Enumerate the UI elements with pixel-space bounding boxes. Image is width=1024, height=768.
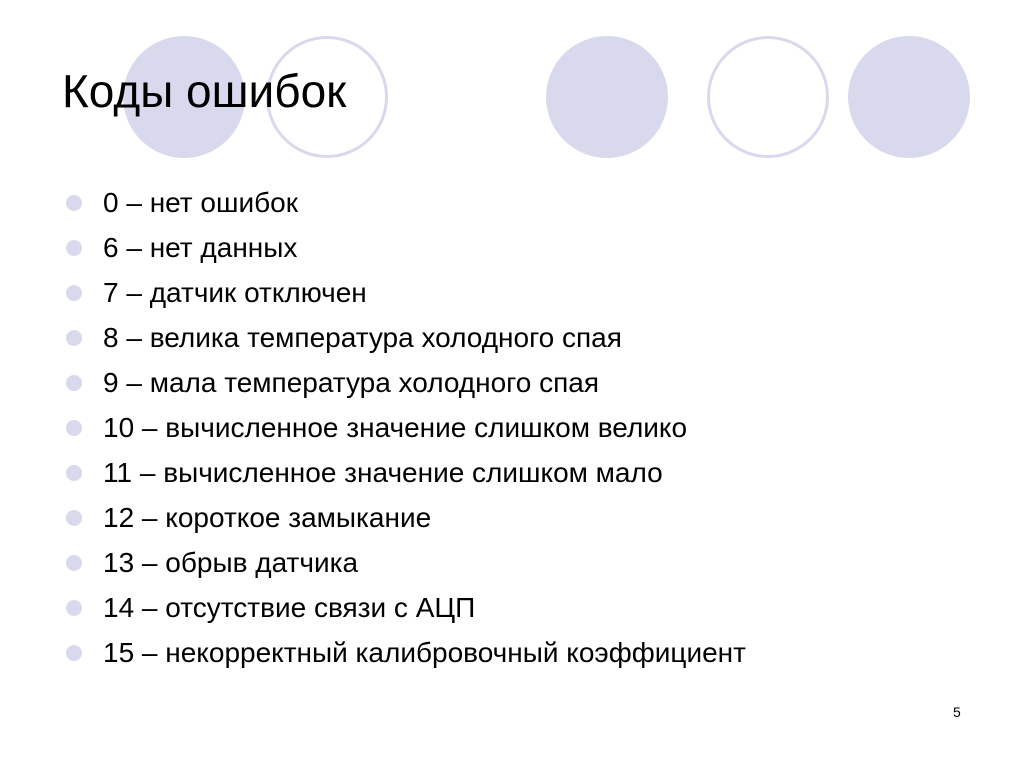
list-item-text: 11 – вычисленное значение слишком мало <box>103 457 663 488</box>
bullet-icon <box>66 195 82 211</box>
error-code-list <box>66 180 746 675</box>
list-item <box>66 270 746 315</box>
bullet-icon <box>66 330 82 346</box>
page-number: 5 <box>953 704 961 720</box>
list-item-text: 15 – некорректный калибровочный коэффициент <box>103 637 746 668</box>
list-item-text: 14 – отсутствие связи с АЦП <box>103 592 476 623</box>
list-item-text: 13 – обрыв датчика <box>103 547 359 578</box>
bullet-icon <box>66 285 82 301</box>
list-item-text: 9 – мала температура холодного спая <box>103 367 600 398</box>
bullet-icon <box>66 465 82 481</box>
list-item-text: 12 – короткое замыкание <box>103 502 432 533</box>
bullet-icon <box>66 240 82 256</box>
list-item-text: 0 – нет ошибок <box>103 187 298 218</box>
bullet-icon <box>66 600 82 616</box>
list-item <box>66 180 746 225</box>
list-item-text: 7 – датчик отключен <box>103 277 367 308</box>
list-item <box>66 360 746 405</box>
slide-title: Коды ошибок <box>62 65 347 117</box>
list-item <box>66 585 746 630</box>
list-item <box>66 405 746 450</box>
list-item <box>66 225 746 270</box>
decorative-circle-4 <box>707 36 829 158</box>
list-item <box>66 315 746 360</box>
list-item <box>66 450 746 495</box>
decorative-circle-5 <box>848 36 970 158</box>
list-item <box>66 540 746 585</box>
bullet-icon <box>66 420 82 436</box>
list-item-text: 8 – велика температура холодного спая <box>103 322 622 353</box>
bullet-icon <box>66 555 82 571</box>
list-item <box>66 495 746 540</box>
bullet-icon <box>66 645 82 661</box>
decorative-circle-3 <box>546 36 668 158</box>
bullet-icon <box>66 510 82 526</box>
list-item-text: 10 – вычисленное значение слишком велико <box>103 412 688 443</box>
list-item <box>66 630 746 675</box>
list-item-text: 6 – нет данных <box>103 232 298 263</box>
bullet-icon <box>66 375 82 391</box>
